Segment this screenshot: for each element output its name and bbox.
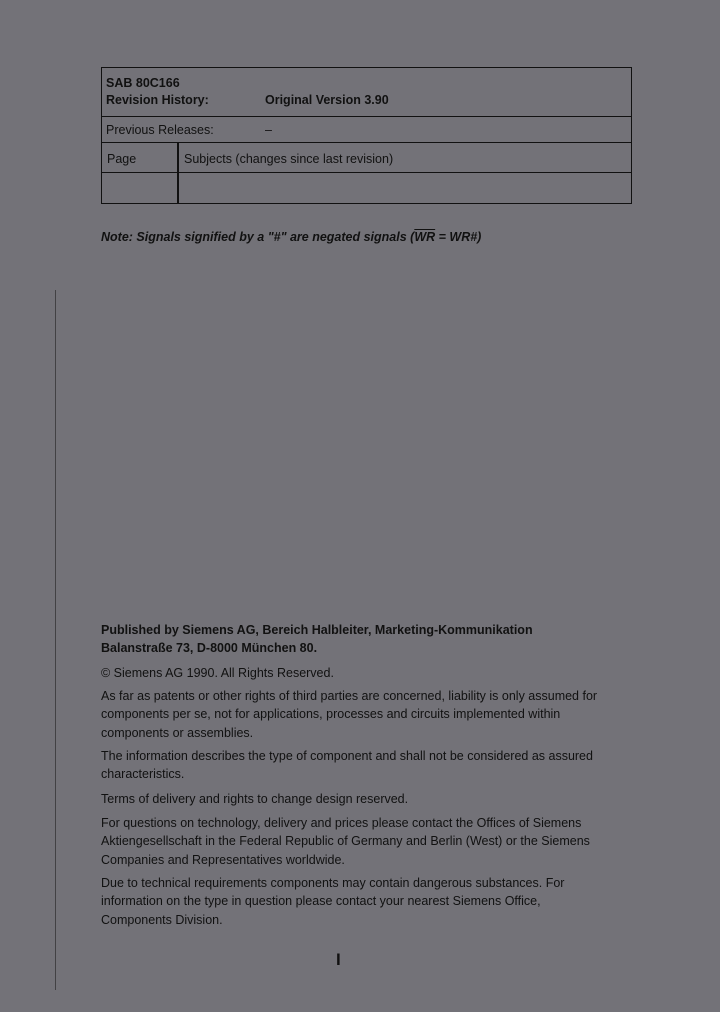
publisher-info bbox=[101, 621, 621, 658]
publisher-line: Published by Siemens AG, Bereich Halbleiter, Marketing-Kommunikation bbox=[101, 623, 533, 637]
table-divider bbox=[102, 172, 631, 173]
column-header-subjects: Subjects (changes since last revision) bbox=[184, 152, 394, 166]
copyright: © Siemens AG 1990. All Rights Reserved. bbox=[101, 666, 334, 680]
table-divider bbox=[102, 142, 631, 143]
table-divider bbox=[102, 116, 631, 117]
paragraph-substances: Due to technical requirements components may contain dangerous substances. For information on the type in question please contact your nearest Siemens Office, Components Division. bbox=[101, 876, 565, 927]
paragraph-contact: For questions on technology, delivery and prices please contact the Offices of Siemens Aktiengesellschaft in the Federal Republic of Germany and Berlin (West) or the Siemens Companies and Representatives worldwide. bbox=[101, 816, 590, 867]
revision-history-label: Revision History: bbox=[106, 93, 209, 107]
paragraph-patents: As far as patents or other rights of third parties are concerned, liability is only assumed for components per se, not for applications, processes and circuits implemented within components or assemblies. bbox=[101, 689, 598, 740]
previous-releases-label: Previous Releases: bbox=[106, 123, 214, 137]
revision-history-value: Original Version 3.90 bbox=[265, 93, 389, 107]
publisher-address: Balanstraße 73, D-8000 München 80. bbox=[101, 641, 318, 656]
note-text: Note: Signals signified by a "#" are negated signals ( bbox=[101, 230, 415, 244]
revision-table bbox=[101, 67, 632, 204]
page-marker: I bbox=[336, 950, 341, 969]
previous-releases-value: – bbox=[265, 123, 272, 137]
note-text-end: = WR#) bbox=[435, 230, 482, 244]
scan-margin-line bbox=[55, 290, 56, 990]
paragraph-information: The information describes the type of component and shall not be considered as assured characteristics. bbox=[101, 749, 593, 782]
paragraph-terms: Terms of delivery and rights to change design reserved. bbox=[101, 792, 409, 806]
column-header-page: Page bbox=[107, 152, 137, 166]
table-column-divider bbox=[177, 143, 179, 203]
signal-note bbox=[101, 230, 481, 244]
note-negated-signal: $\overline{WR}$ bbox=[414, 230, 436, 244]
product-name: SAB 80C166 bbox=[106, 76, 180, 90]
